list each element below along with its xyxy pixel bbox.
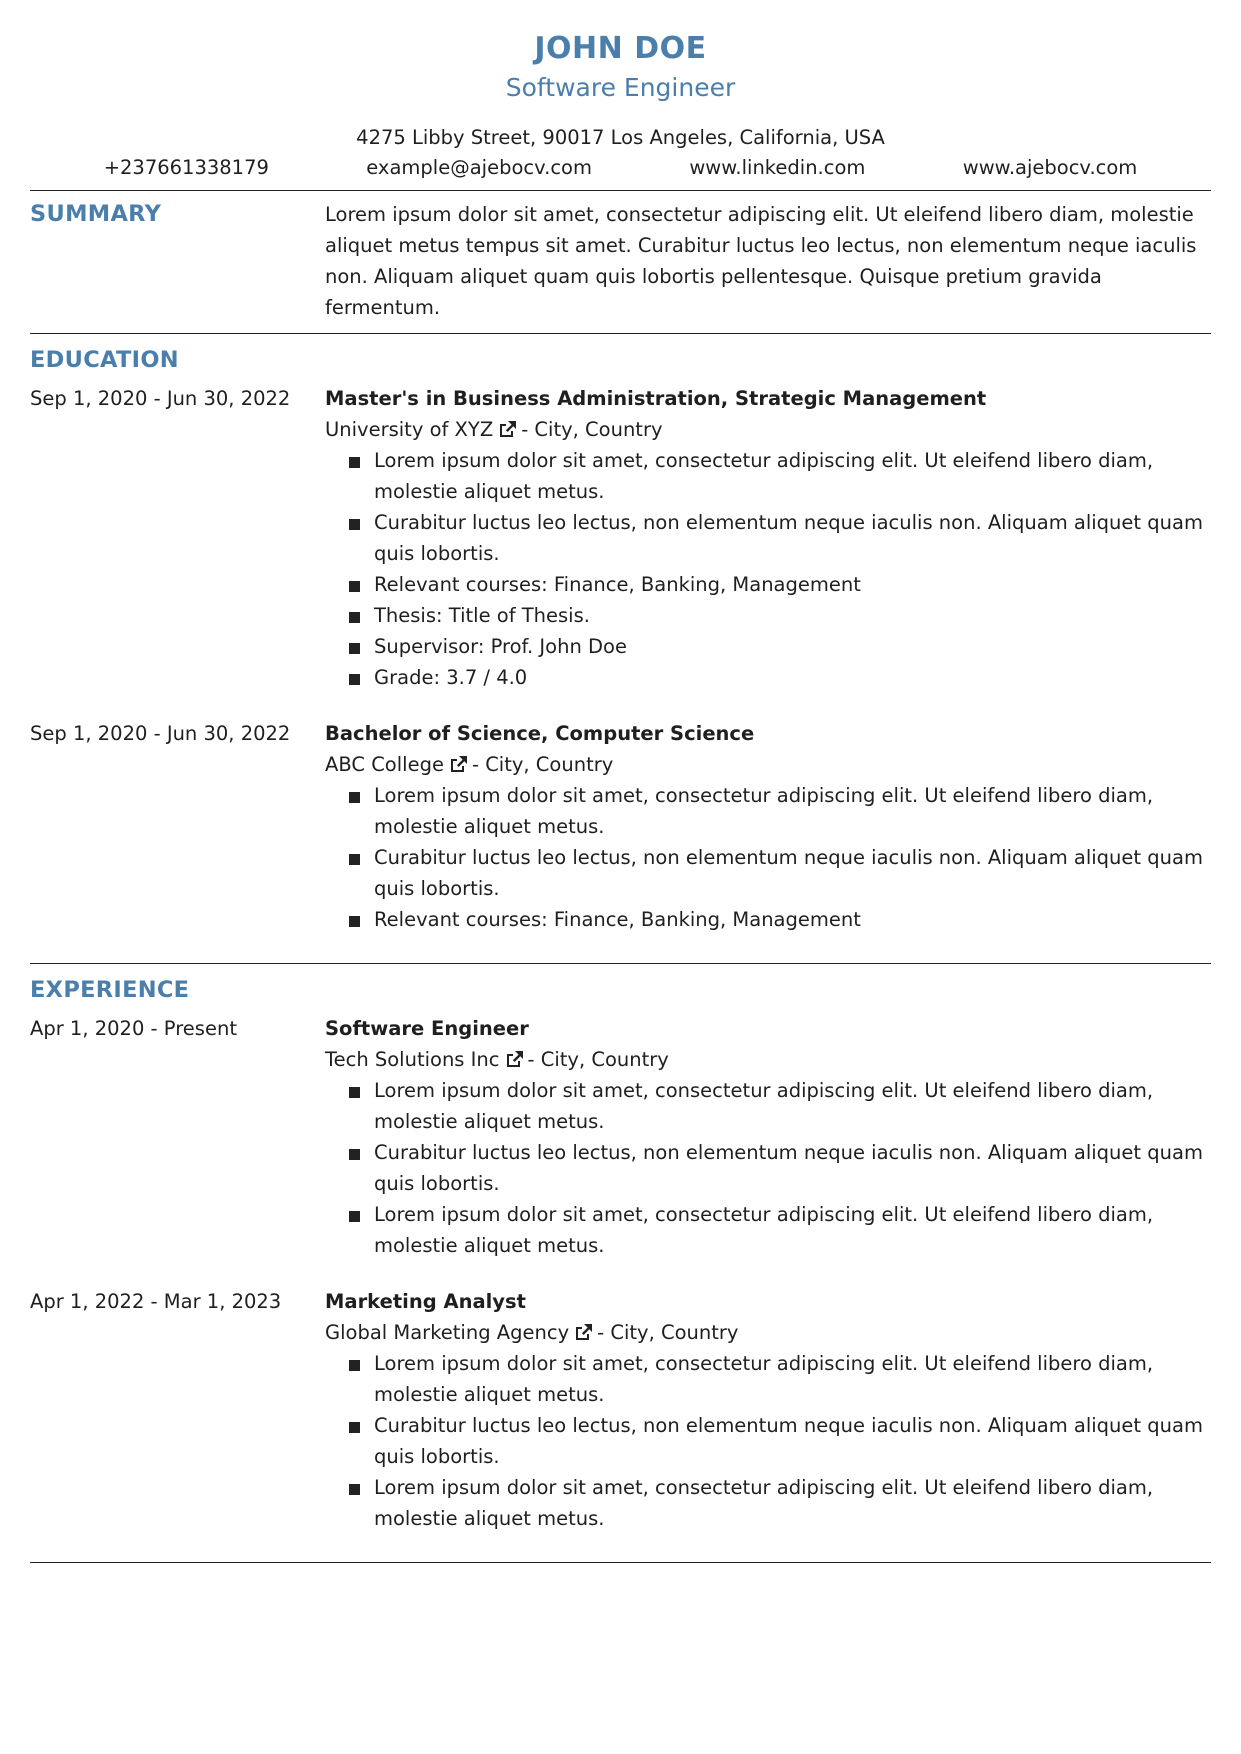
bullet-item: [349, 1410, 1211, 1472]
organization-location: - City, Country: [471, 753, 614, 776]
candidate-title: Software Engineer: [505, 73, 736, 102]
bullet-list: [325, 1075, 1211, 1261]
entry-organization: [325, 414, 1211, 445]
bullet-list: [325, 445, 1211, 693]
bullet-list: [325, 1348, 1211, 1534]
bullet-text: Curabitur luctus leo lectus, non elementum neque iaculis non. Aliquam aliquet quam quis lobortis.: [374, 1414, 1203, 1468]
square-bullet-icon: [349, 792, 360, 803]
bullet-text: Lorem ipsum dolor sit amet, consectetur adipiscing elit. Ut eleifend libero diam, molestie aliquet metus.: [374, 1203, 1154, 1257]
website-link[interactable]: www.ajebocv.com: [962, 156, 1138, 179]
bullet-text: Relevant courses: Finance, Banking, Management: [374, 573, 861, 596]
bullet-text: Lorem ipsum dolor sit amet, consectetur adipiscing elit. Ut eleifend libero diam, molestie aliquet metus.: [374, 1079, 1154, 1133]
square-bullet-icon: [349, 581, 360, 592]
bullet-text: Thesis: Title of Thesis.: [374, 604, 590, 627]
bullet-item: [349, 1075, 1211, 1137]
education-section: [30, 334, 1211, 963]
summary-section: [30, 191, 1211, 333]
bullet-item: [349, 631, 1211, 662]
bullet-item: [349, 1348, 1211, 1410]
organization-name[interactable]: University of XYZ: [325, 418, 494, 441]
bullet-item: [349, 445, 1211, 507]
bullet-text: Lorem ipsum dolor sit amet, consectetur adipiscing elit. Ut eleifend libero diam, molestie aliquet metus.: [374, 1352, 1154, 1406]
contact-row: [30, 154, 1211, 182]
square-bullet-icon: [349, 854, 360, 865]
entry-date: Apr 1, 2022 - Mar 1, 2023: [30, 1290, 282, 1313]
bullet-text: Relevant courses: Finance, Banking, Management: [374, 908, 861, 931]
square-bullet-icon: [349, 1149, 360, 1160]
bullet-list: [325, 780, 1211, 935]
bullet-item: [349, 1199, 1211, 1261]
bullet-item: [349, 780, 1211, 842]
experience-heading: EXPERIENCE: [30, 977, 190, 1003]
external-link-icon[interactable]: [504, 1046, 524, 1064]
entry-date: Sep 1, 2020 - Jun 30, 2022: [30, 387, 291, 410]
organization-name[interactable]: Global Marketing Agency: [325, 1321, 570, 1344]
bullet-text: Lorem ipsum dolor sit amet, consectetur adipiscing elit. Ut eleifend libero diam, molestie aliquet metus.: [374, 1476, 1154, 1530]
experience-entry: [30, 1013, 1211, 1261]
square-bullet-icon: [349, 1360, 360, 1371]
divider: [30, 1562, 1211, 1563]
external-link-icon[interactable]: [497, 416, 517, 434]
square-bullet-icon: [349, 457, 360, 468]
entry-body: [325, 383, 1211, 693]
entry-organization: [325, 1044, 1211, 1075]
experience-entry: [30, 1286, 1211, 1534]
candidate-name: JOHN DOE: [534, 31, 707, 66]
bullet-item: [349, 662, 1211, 693]
square-bullet-icon: [349, 674, 360, 685]
organization-location: - City, Country: [597, 1321, 739, 1344]
square-bullet-icon: [349, 519, 360, 530]
bullet-text: Curabitur luctus leo lectus, non elementum neque iaculis non. Aliquam aliquet quam quis lobortis.: [374, 1141, 1203, 1195]
entry-body: [325, 718, 1211, 935]
education-entry: [30, 718, 1211, 935]
square-bullet-icon: [349, 1484, 360, 1495]
organization-name[interactable]: Tech Solutions Inc: [325, 1048, 500, 1071]
external-link-icon[interactable]: [573, 1319, 593, 1337]
candidate-address: 4275 Libby Street, 90017 Los Angeles, California, USA: [356, 126, 885, 149]
education-heading: EDUCATION: [30, 347, 179, 373]
summary-heading: SUMMARY: [30, 201, 162, 227]
bullet-text: Lorem ipsum dolor sit amet, consectetur adipiscing elit. Ut eleifend libero diam, molestie aliquet metus.: [374, 784, 1154, 838]
square-bullet-icon: [349, 612, 360, 623]
bullet-text: Lorem ipsum dolor sit amet, consectetur adipiscing elit. Ut eleifend libero diam, molestie aliquet metus.: [374, 449, 1154, 503]
entry-body: [325, 1286, 1211, 1534]
email-link[interactable]: example@ajebocv.com: [366, 156, 592, 179]
bullet-item: [349, 1137, 1211, 1199]
bullet-item: [349, 1472, 1211, 1534]
bullet-item: [349, 600, 1211, 631]
bullet-item: [349, 569, 1211, 600]
entry-organization: [325, 1317, 1211, 1348]
square-bullet-icon: [349, 1087, 360, 1098]
resume-header: [30, 0, 1211, 182]
phone-number[interactable]: +237661338179: [103, 156, 269, 179]
bullet-item: [349, 507, 1211, 569]
entry-title: Bachelor of Science, Computer Science: [325, 722, 755, 745]
entry-title: Master's in Business Administration, Strategic Management: [325, 387, 987, 410]
organization-name[interactable]: ABC College: [325, 753, 444, 776]
bullet-item: [349, 842, 1211, 904]
experience-section: [30, 964, 1211, 1562]
square-bullet-icon: [349, 916, 360, 927]
square-bullet-icon: [349, 1422, 360, 1433]
experience-entries: [30, 1013, 1211, 1534]
bullet-item: [349, 904, 1211, 935]
entry-title: Marketing Analyst: [325, 1290, 526, 1313]
bullet-text: Grade: 3.7 / 4.0: [374, 666, 528, 689]
bullet-text: Curabitur luctus leo lectus, non elementum neque iaculis non. Aliquam aliquet quam quis lobortis.: [374, 511, 1203, 565]
summary-text: Lorem ipsum dolor sit amet, consectetur adipiscing elit. Ut eleifend libero diam, molestie aliquet metus tempus sit amet. Curabitur luctus leo lectus, non elementum neque iaculis non. Aliquam aliquet quam quis lobortis pellentesque. Quisque pretium gravida fermentum.: [325, 203, 1197, 319]
square-bullet-icon: [349, 643, 360, 654]
square-bullet-icon: [349, 1211, 360, 1222]
entry-title: Software Engineer: [325, 1017, 529, 1040]
education-entry: [30, 383, 1211, 693]
linkedin-link[interactable]: www.linkedin.com: [689, 156, 866, 179]
organization-location: - City, Country: [527, 1048, 669, 1071]
entry-date: Sep 1, 2020 - Jun 30, 2022: [30, 722, 291, 745]
external-link-icon[interactable]: [448, 751, 468, 769]
bullet-text: Supervisor: Prof. John Doe: [374, 635, 627, 658]
bullet-text: Curabitur luctus leo lectus, non elementum neque iaculis non. Aliquam aliquet quam quis lobortis.: [374, 846, 1203, 900]
education-entries: [30, 383, 1211, 935]
entry-body: [325, 1013, 1211, 1261]
entry-date: Apr 1, 2020 - Present: [30, 1017, 237, 1040]
entry-organization: [325, 749, 1211, 780]
organization-location: - City, Country: [521, 418, 663, 441]
